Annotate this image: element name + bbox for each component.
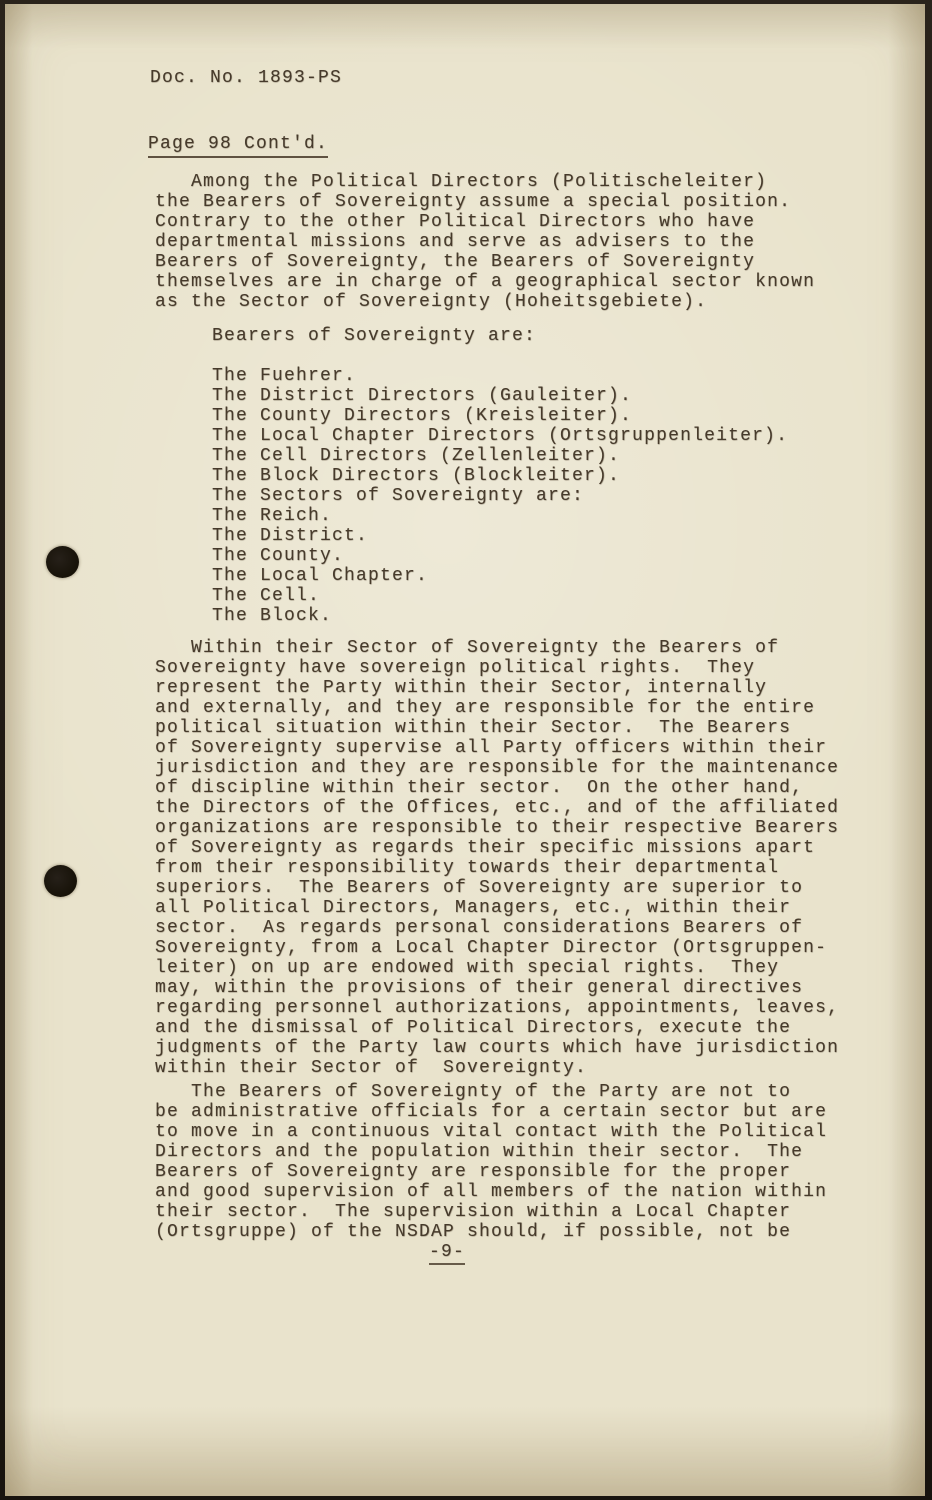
document-number: Doc. No. 1893-PS	[150, 68, 343, 88]
text-line: leiter) on up are endowed with special rights. They	[155, 958, 780, 978]
text-line: The County.	[212, 546, 345, 566]
text-line: superiors. The Bearers of Sovereignty are superior to	[155, 878, 804, 898]
text-line: The Local Chapter.	[212, 566, 429, 586]
text-line: sector. As regards personal considerations Bearers of	[155, 918, 804, 938]
text-line: The County Directors (Kreisleiter).	[212, 406, 633, 426]
hierarchy-list	[212, 366, 788, 626]
punch-hole-top	[46, 546, 79, 578]
text-line: and good supervision of all members of the nation within	[155, 1182, 828, 1202]
text-line: The Local Chapter Directors (Ortsgruppenleiter).	[212, 426, 789, 446]
text-line: Bearers of Sovereignty, the Bearers of Sovereignty	[155, 252, 756, 272]
text-line: may, within the provisions of their general directives	[155, 978, 804, 998]
text-line: political situation within their Sector. The Bearers	[155, 718, 792, 738]
text-line: Sovereignty, from a Local Chapter Director (Ortsgruppen-	[155, 938, 828, 958]
page-number	[429, 1242, 465, 1262]
text-line: Directors and the population within their sector. The	[155, 1142, 804, 1162]
text-line: The Cell Directors (Zellenleiter).	[212, 446, 621, 466]
text-line: as the Sector of Sovereignty (Hoheitsgebiete).	[155, 292, 708, 312]
text-line: the Bearers of Sovereignty assume a special position.	[155, 192, 792, 212]
text-line: all Political Directors, Managers, etc., within their	[155, 898, 792, 918]
bearers-list-intro: Bearers of Sovereignty are:	[212, 326, 537, 346]
text-line: within their Sector of Sovereignty.	[155, 1058, 588, 1078]
text-line: The Sectors of Sovereignty are:	[212, 486, 585, 506]
text-line: Sovereignty have sovereign political rights. They	[155, 658, 756, 678]
text-line: The Reich.	[212, 506, 333, 526]
text-line: The District Directors (Gauleiter).	[212, 386, 633, 406]
text-line: The Block Directors (Blockleiter).	[212, 466, 621, 486]
text-line: represent the Party within their Sector, internally	[155, 678, 768, 698]
paragraph-vital-contact	[155, 1082, 827, 1242]
text-line: their sector. The supervision within a Local Chapter	[155, 1202, 792, 1222]
paragraph-sovereign-rights	[155, 638, 839, 1078]
text-line: (Ortsgruppe) of the NSDAP should, if possible, not be	[155, 1222, 792, 1242]
page-number-text: -9-	[429, 1242, 465, 1265]
text-line: be administrative officials for a certain sector but are	[155, 1102, 828, 1122]
page-continuation-text: Page 98 Cont'd.	[148, 134, 328, 158]
paper-sheet	[5, 4, 925, 1496]
text-line: Within their Sector of Sovereignty the Bearers of	[155, 638, 780, 658]
page-continuation-header	[148, 134, 328, 154]
text-line: of Sovereignty supervise all Party officers within their	[155, 738, 828, 758]
text-line: from their responsibility towards their departmental	[155, 858, 780, 878]
text-line: the Directors of the Offices, etc., and of the affiliated	[155, 798, 840, 818]
text-line: departmental missions and serve as advisers to the	[155, 232, 756, 252]
text-line: of Sovereignty as regards their specific missions apart	[155, 838, 816, 858]
paragraph-bearers-position	[155, 172, 815, 312]
text-line: of discipline within their sector. On the other hand,	[155, 778, 804, 798]
punch-hole-bottom	[44, 865, 77, 897]
text-line: Bearers of Sovereignty are responsible for the proper	[155, 1162, 792, 1182]
text-line: Contrary to the other Political Directors who have	[155, 212, 756, 232]
text-line: to move in a continuous vital contact with the Political	[155, 1122, 828, 1142]
text-line: regarding personnel authorizations, appointments, leaves,	[155, 998, 840, 1018]
text-line: themselves are in charge of a geographical sector known	[155, 272, 816, 292]
text-line: and externally, and they are responsible for the entire	[155, 698, 816, 718]
text-line: The Block.	[212, 606, 333, 626]
text-line: judgments of the Party law courts which have jurisdiction	[155, 1038, 840, 1058]
text-line: organizations are responsible to their respective Bearers	[155, 818, 840, 838]
text-line: and the dismissal of Political Directors, execute the	[155, 1018, 792, 1038]
text-line: Among the Political Directors (Politischeleiter)	[155, 172, 768, 192]
text-line: The Cell.	[212, 586, 321, 606]
text-line: The Bearers of Sovereignty of the Party are not to	[155, 1082, 792, 1102]
text-line: The Fuehrer.	[212, 366, 357, 386]
text-line: The District.	[212, 526, 369, 546]
text-line: jurisdiction and they are responsible for the maintenance	[155, 758, 840, 778]
